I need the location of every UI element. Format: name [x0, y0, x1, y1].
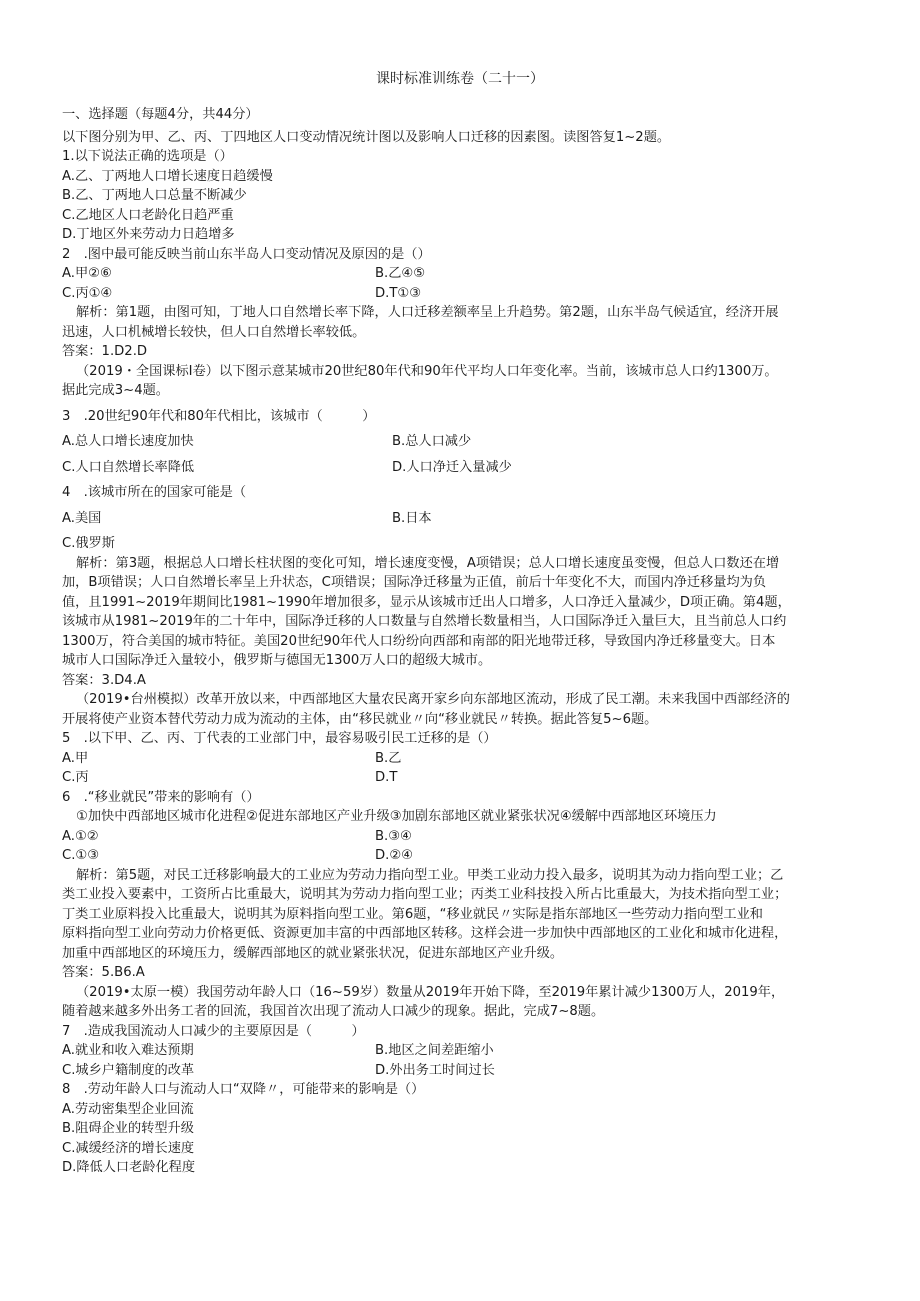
group2-intro-line: （2019・全国课标Ⅰ卷）以下图示意某城市20世纪80年代和90年代平均人口年变化率。当前，该城市总人口约1300万。	[76, 363, 778, 379]
q3-options-row2	[62, 458, 862, 478]
group1-analysis-line: 解析：第1题，由图可知，丁地人口自然增长率下降，人口迁移差额率呈上升趋势。第2题，山东半岛气候适宜，经济开展	[76, 305, 779, 320]
group2-analysis-line: 解析：第3题，根据总人口增长柱状图的变化可知，增长速度变慢，A项错误；总人口增长速度虽变慢，但总人口数还在增	[76, 555, 780, 571]
group2-answer: 答案：3.D4.A	[62, 672, 146, 688]
group3-analysis-line: 原料指向型工业向劳动力价格更低、资源更加丰富的中西部地区转移。这样会进一步加快中西部地区的工业化和城市化进程，	[62, 926, 788, 941]
q5-option-d: D.T	[375, 770, 398, 785]
group2-analysis-line: 该城市从1981~2019年的二十年中，国际净迁移的人口数量与自然增长数量相当，人口国际净迁入量巨大，且当前总人口约	[62, 614, 787, 629]
document-body	[62, 105, 862, 1178]
q8-option-d: D.降低人口老龄化程度	[62, 1160, 196, 1175]
q2-option-a: A.甲②⑥	[62, 266, 112, 281]
q7-options-row2	[62, 1061, 862, 1081]
group2-intro-line: 据此完成3~4题。	[62, 383, 169, 398]
page-title: 课时标准训练卷（二十一）	[376, 71, 544, 87]
q1-stem: 1.以下说法正确的选项是（）	[62, 149, 233, 164]
q2-option-d: D.T①③	[375, 285, 422, 301]
q5-options-row2	[62, 768, 862, 788]
q1-option-a: A.乙、丁两地人口增长速度日趋缓慢	[62, 168, 273, 184]
q2-options-row1	[62, 264, 862, 284]
q7-option-d: D.外出务工时间过长	[375, 1062, 495, 1078]
q1-option-b: B.乙、丁两地人口总量不断减少	[62, 188, 247, 203]
q7-option-c: C.城乡户籍制度的改革	[62, 1062, 195, 1078]
q4-option-c: C.俄罗斯	[62, 536, 115, 551]
q3-options-row1	[62, 432, 862, 452]
group2-analysis-line: 值，且1991~2019年期间比1981~1990年增加很多，显示从该城市迁出人口增多，人口净迁入量减少，D项正确。第4题，	[62, 594, 791, 610]
q5-option-a: A.甲	[62, 750, 89, 766]
group4-intro-line: 随着越来越多外出务工者的回流，我国首次出现了流动人口减少的现象。据此，完成7~8题。	[62, 1004, 605, 1019]
q4-options-row1	[62, 509, 862, 529]
q2-stem: 2 .图中最可能反映当前山东半岛人口变动情况及原因的是（）	[62, 246, 431, 262]
q5-option-b: B.乙	[375, 750, 402, 766]
q3-option-b: B.总人口减少	[392, 434, 472, 449]
q7-options-row1	[62, 1041, 862, 1061]
q6-statements: ①加快中西部地区城市化进程②促进东部地区产业升级③加剧东部地区就业紧张状况④缓解中西部地区环境压力	[76, 809, 717, 824]
group1-answer: 答案：1.D2.D	[62, 344, 148, 359]
q3-option-a: A.总人口增长速度加快	[62, 434, 194, 449]
q2-option-c: C.丙①④	[62, 285, 113, 301]
q2-option-b: B.乙④⑤	[375, 266, 426, 281]
q4-option-b: B.日本	[392, 510, 432, 526]
group2-analysis-line: 1300万，符合美国的城市特征。美国20世纪90年代人口纷纷向西部和南部的阳光地带迁移，导致国内净迁移量变大。日本	[62, 633, 776, 649]
q5-option-c: C.丙	[62, 770, 89, 785]
q7-stem: 7 .造成我国流动人口减少的主要原因是（ ）	[62, 1023, 365, 1039]
group3-answer: 答案：5.B6.A	[62, 965, 145, 980]
group1-analysis-line: 迅速，人口机械增长较快，但人口自然增长率较低。	[62, 324, 366, 340]
q4-option-a: A.美国	[62, 510, 102, 526]
q6-stem: 6 .“移业就民”带来的影响有（）	[62, 789, 260, 805]
group3-analysis-line: 丁类工业原料投入比重最大，说明其为原料指向型工业。第6题，“移业就民〃实际是指东部地区一些劳动力指向型工业和	[62, 906, 763, 922]
q7-option-a: A.就业和收入难达预期	[62, 1043, 194, 1058]
group2-analysis-line: 加，B项错误；人口自然增长率呈上升状态，C项错误；国际净迁移量为正值，前后十年变化不大，而国内净迁移量均为负	[62, 575, 767, 590]
q8-option-b: B.阻碍企业的转型升级	[62, 1121, 194, 1136]
group4-intro-line: （2019•太原一模）我国劳动年龄人口（16~59岁）数量从2019年开始下降，至2019年累计减少1300万人，2019年，	[76, 984, 785, 1000]
group3-analysis-line: 解析：第5题，对民工迁移影响最大的工业应为劳动力指向型工业。甲类工业动力投入最多，说明其为动力指向型工业；乙	[76, 867, 784, 883]
q3-option-d: D.人口净迁入量减少	[392, 459, 512, 475]
q6-option-c: C.①③	[62, 848, 100, 863]
q4-stem: 4 .该城市所在的国家可能是（	[62, 485, 247, 500]
q1-option-d: D.丁地区外来劳动力日趋增多	[62, 227, 235, 242]
q6-option-d: D.②④	[375, 848, 413, 863]
q8-option-a: A.劳动密集型企业回流	[62, 1101, 194, 1117]
q7-option-b: B.地区之间差距缩小	[375, 1043, 494, 1058]
q3-option-c: C.人口自然增长率降低	[62, 459, 195, 475]
group1-intro: 以下图分别为甲、乙、丙、丁四地区人口变动情况统计图以及影响人口迁移的因素图。读图答复1~2题。	[62, 129, 671, 145]
q8-option-c: C.减缓经济的增长速度	[62, 1140, 195, 1156]
q8-stem: 8 .劳动年龄人口与流动人口“双降〃，可能带来的影响是（）	[62, 1082, 425, 1097]
q5-stem: 5 .以下甲、乙、丙、丁代表的工业部门中，最容易吸引民工迁移的是（）	[62, 731, 497, 746]
q3-stem: 3 .20世纪90年代和80年代相比，该城市（ ）	[62, 408, 376, 424]
q6-options-row1	[62, 827, 862, 847]
q6-options-row2	[62, 846, 862, 866]
q6-option-b: B.③④	[375, 828, 412, 844]
q5-options-row1	[62, 749, 862, 769]
q6-option-a: A.①②	[62, 828, 99, 844]
group3-analysis-line: 类工业投入要素中，工资所占比重最大，说明其为劳动力指向型工业；丙类工业科技投入所占比重最大，为技术指向型工业；	[62, 887, 788, 902]
q1-option-c: C.乙地区人口老龄化日趋严重	[62, 207, 234, 223]
group3-analysis-line: 加重中西部地区的环境压力，缓解西部地区的就业紧张状况，促进东部地区产业升级。	[62, 945, 564, 961]
group3-intro-line: 开展将使产业资本替代劳动力成为流动的主体，由“移民就业〃向“移业就民〃转换。据此答复5~6题。	[62, 711, 658, 727]
group3-intro-line: （2019•台州模拟）改革开放以来，中西部地区大量农民离开家乡向东部地区流动，形成了民工潮。未来我国中西部经济的	[76, 692, 790, 707]
section-heading: 一、选择题（每题4分，共44分）	[62, 107, 259, 122]
q2-options-row2	[62, 284, 862, 304]
group2-analysis-line: 城市人口国际净迁入量较小，俄罗斯与德国无1300万人口的超级大城市。	[62, 653, 492, 668]
